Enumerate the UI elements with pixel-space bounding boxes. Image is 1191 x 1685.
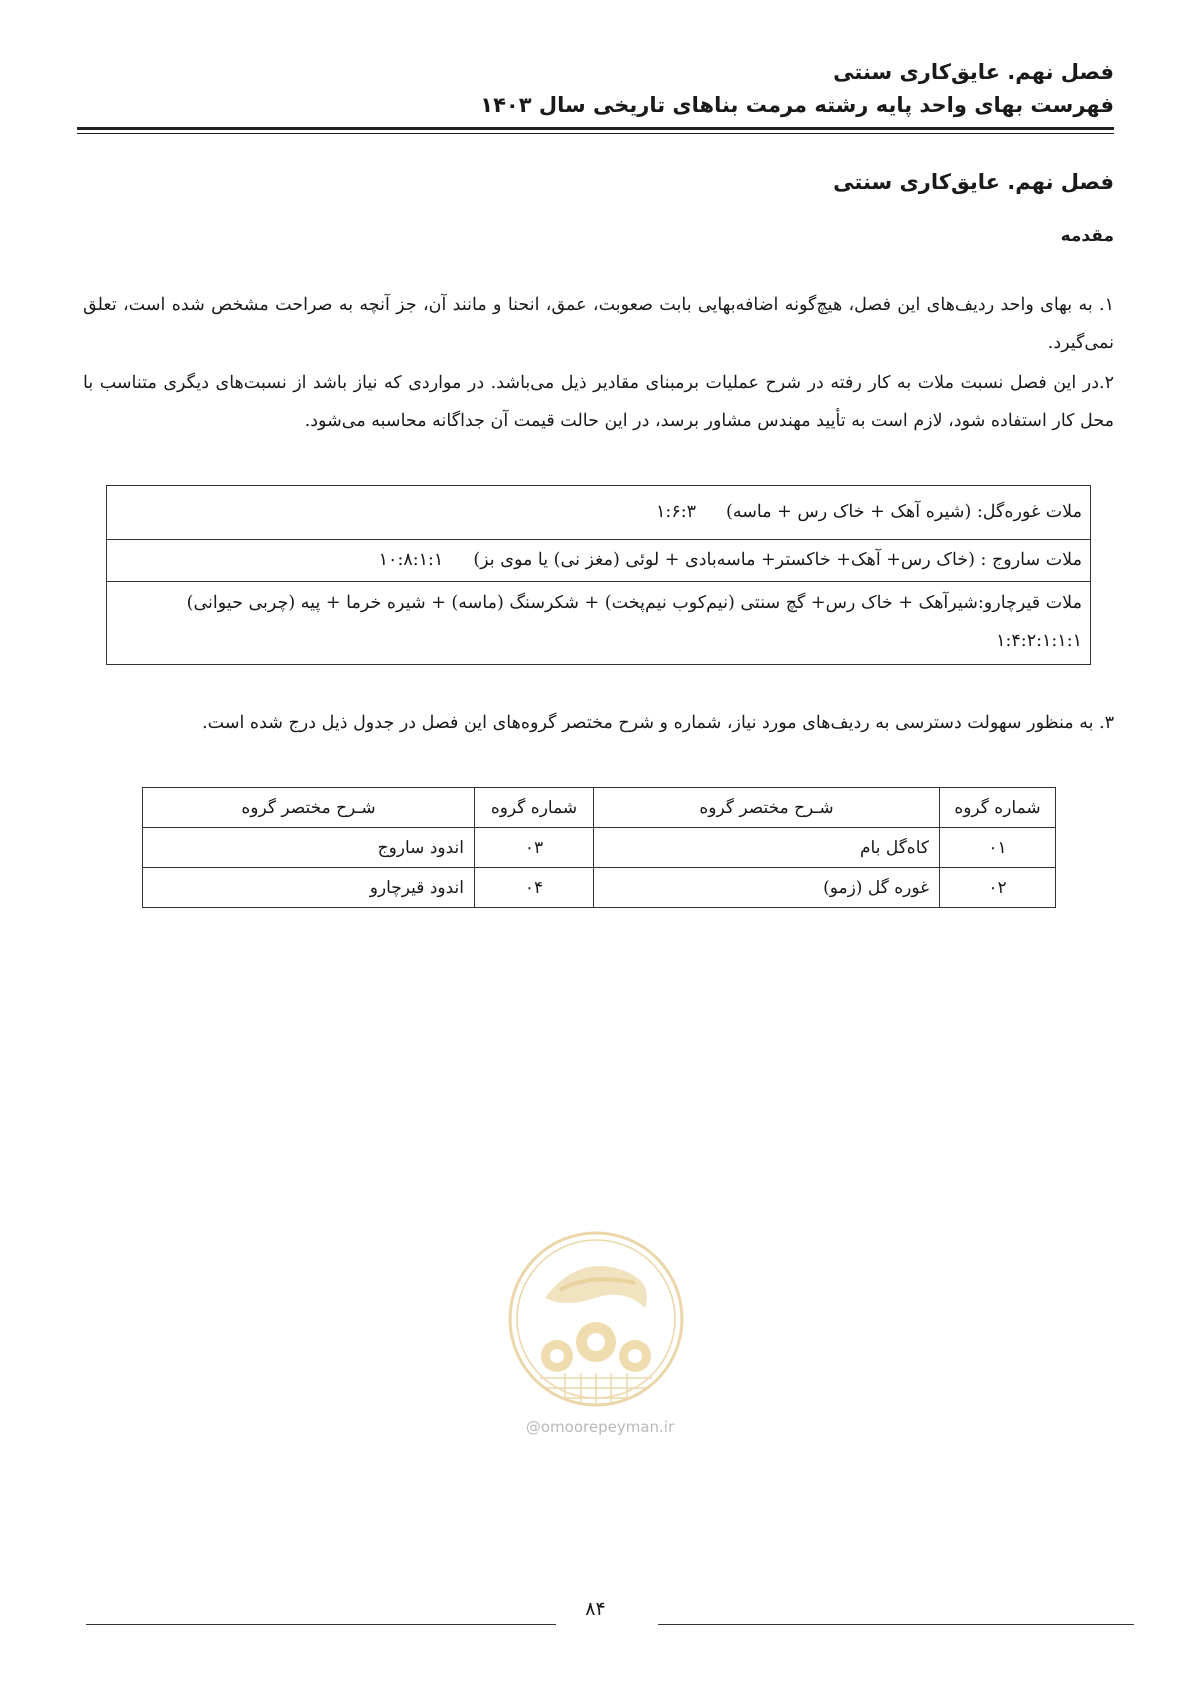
footer-rule-left bbox=[86, 1624, 556, 1625]
header-rule-thin bbox=[77, 133, 1114, 134]
mortar-row bbox=[107, 486, 1090, 540]
table-header-row bbox=[143, 788, 1056, 828]
header-group-description: شـرح مختصر گروه bbox=[143, 788, 475, 828]
paragraph-1: ۱. به بهای واحد ردیف‌های این فصل، هیچ‌گونه اضافه‌بهایی بابت صعوبت، عمق، انحنا و مانند آن، جز آنچه به صراحت مشخص شده است، تعلق نمی‌گیرد. bbox=[83, 295, 1114, 353]
header-group-description: شـرح مختصر گروه bbox=[594, 788, 940, 828]
group-description: اندود قیرچارو bbox=[143, 868, 475, 908]
section-title: فصل نهم. عایق‌کاری سنتی bbox=[833, 170, 1114, 194]
watermark-caption: @omoorepeyman.ir bbox=[525, 1418, 675, 1436]
mortar-ratios-box bbox=[106, 485, 1091, 665]
intro-heading: مقدمه bbox=[1060, 226, 1114, 246]
groups-table bbox=[142, 787, 1056, 908]
page-number: ۸۴ bbox=[585, 1598, 606, 1620]
watermark-logo bbox=[505, 1228, 687, 1410]
header-rule-thick bbox=[77, 127, 1114, 130]
mortar-row bbox=[107, 540, 1090, 582]
group-description: کاه‌گل بام bbox=[594, 828, 940, 868]
group-description: غوره گل (زمو) bbox=[594, 868, 940, 908]
header-group-number: شماره گروه bbox=[475, 788, 594, 828]
footer-rule-right bbox=[658, 1624, 1134, 1625]
group-number: ۰۱ bbox=[940, 828, 1056, 868]
header-chapter-title: فصل نهم. عایق‌کاری سنتی bbox=[833, 60, 1114, 84]
mortar-description: ملات ساروج : (خاک رس+ آهک+ خاکستر+ ماسه‌بادی + لوئی (مغز نی) یا موی بز) bbox=[473, 550, 1082, 570]
header-document-title: فهرست بهای واحد پایه رشته مرمت بناهای تاریخی سال ۱۴۰۳ bbox=[480, 93, 1114, 117]
group-description: اندود ساروج bbox=[143, 828, 475, 868]
group-number: ۰۳ bbox=[475, 828, 594, 868]
mortar-description: ملات غوره‌گل: (شیره آهک + خاک رس + ماسه) bbox=[726, 502, 1082, 522]
table-row bbox=[143, 828, 1056, 868]
group-number: ۰۴ bbox=[475, 868, 594, 908]
mortar-ratio: ۱:۴:۲:۱:۱:۱ bbox=[996, 631, 1082, 651]
paragraph-3: ۳. به منظور سهولت دسترسی به ردیف‌های مورد نیاز، شماره و شرح مختصر گروه‌های این فصل در جدول ذیل درج شده است. bbox=[202, 713, 1114, 733]
group-number: ۰۲ bbox=[940, 868, 1056, 908]
mortar-ratio: ۱۰:۸:۱:۱ bbox=[378, 550, 444, 570]
mortar-row bbox=[107, 582, 1090, 664]
mortar-ratio: ۱:۶:۳ bbox=[656, 502, 697, 522]
table-row bbox=[143, 868, 1056, 908]
paragraph-2: ۲.در این فصل نسبت ملات به کار رفته در شرح عملیات برمبنای مقادیر ذیل می‌باشد. در مواردی که نیاز باشد از نسبت‌های دیگری متناسب با محل کار استفاده شود، لازم است به تأیید مهندس مشاور برسد، در این حالت قیمت آن جداگانه محاسبه می‌شود. bbox=[83, 373, 1114, 431]
mortar-description: ملات قیرچارو:شیرآهک + خاک رس+ گچ سنتی (نیم‌کوب نیم‌پخت) + شکرسنگ (ماسه) + شیره خرما + پیه (چربی حیوانی) bbox=[186, 593, 1082, 613]
header-group-number: شماره گروه bbox=[940, 788, 1056, 828]
